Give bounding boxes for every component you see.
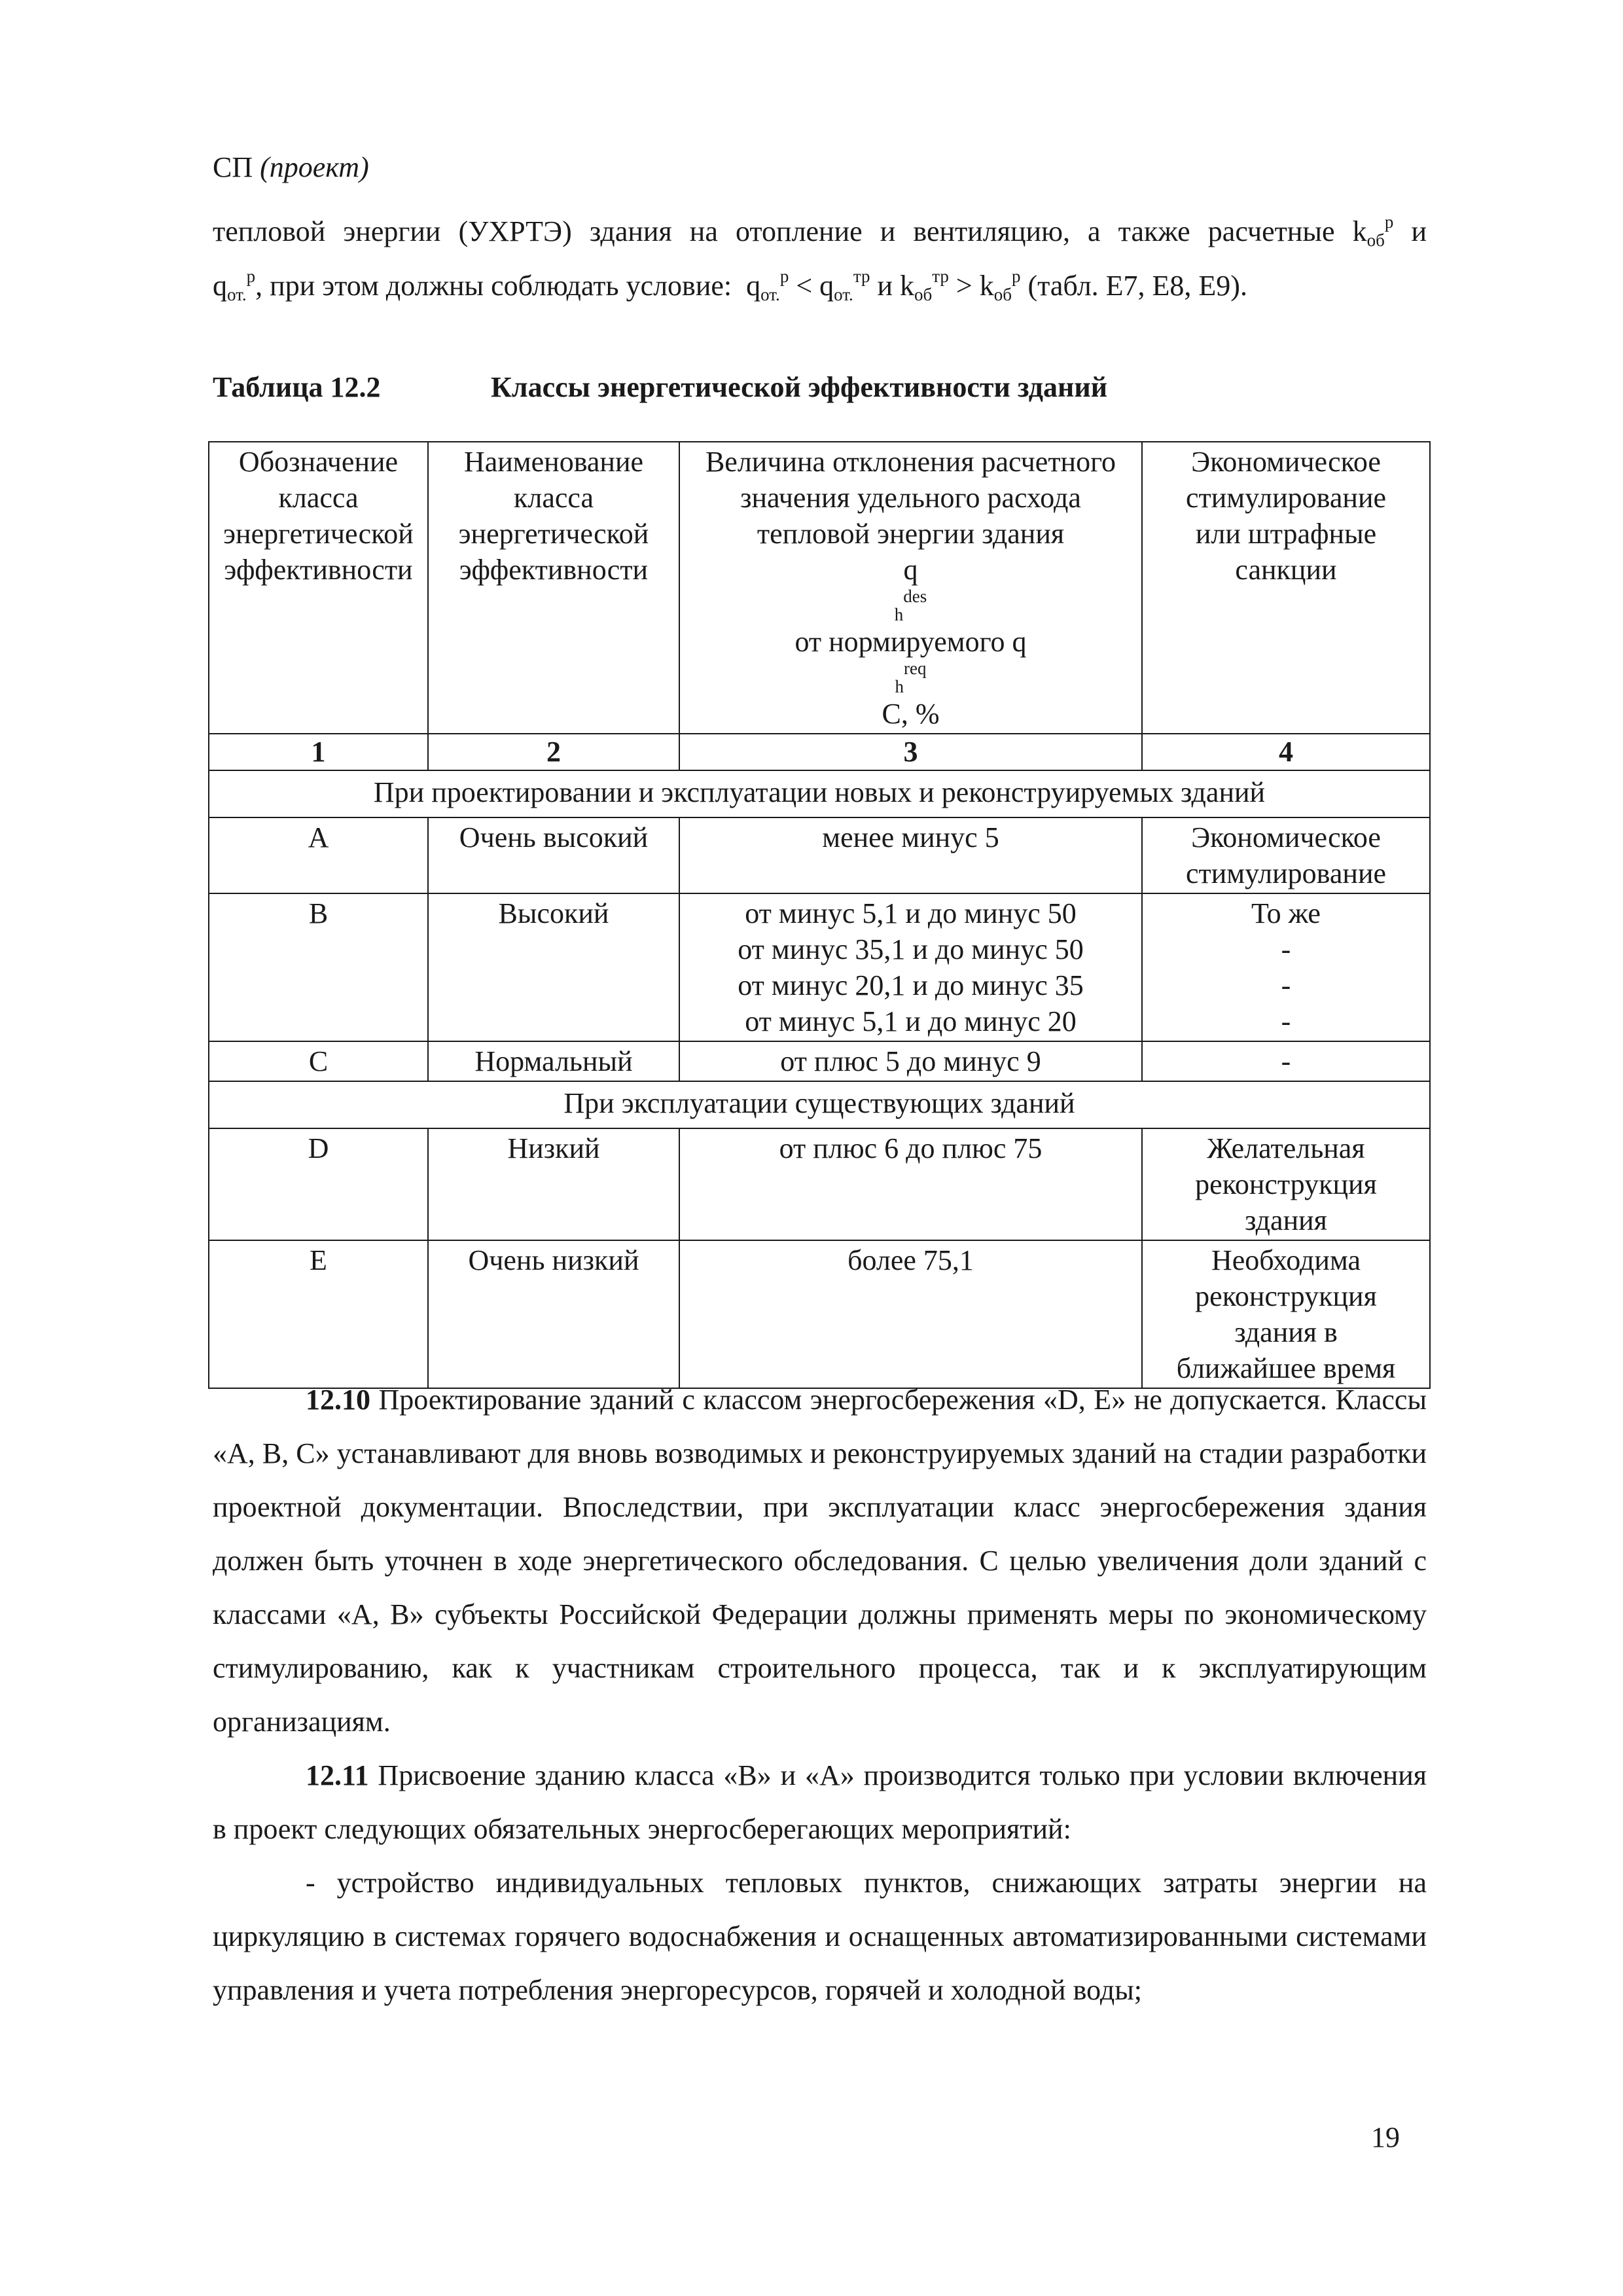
name-cell: Очень высокий — [428, 817, 679, 893]
header-col-measures: Экономическое стимулирование или штрафные санкции — [1142, 442, 1430, 734]
section-row-new-buildings — [209, 770, 1430, 817]
table-header-row — [209, 442, 1430, 734]
class-cell: A — [209, 817, 428, 893]
document-header — [213, 151, 369, 184]
class-cell: D — [209, 1128, 428, 1240]
table-row-class-e — [209, 1240, 1430, 1388]
header-label: СП — [213, 151, 253, 183]
paragraph-12-10 — [213, 1373, 1427, 1749]
class-cell: B — [209, 893, 428, 1041]
table-title: Классы энергетической эффективности зданий — [491, 371, 1108, 403]
table-row-class-a — [209, 817, 1430, 893]
name-cell: Низкий — [428, 1128, 679, 1240]
table-row-class-d — [209, 1128, 1430, 1240]
value-cell: более 75,1 — [679, 1240, 1142, 1388]
column-number: 2 — [428, 734, 679, 770]
section-heading: При проектировании и эксплуатации новых и реконструируемых зданий — [209, 770, 1430, 817]
energy-class-table — [208, 441, 1431, 1389]
header-note: (проект) — [260, 151, 369, 183]
section-row-existing-buildings — [209, 1081, 1430, 1128]
page-number: 19 — [1371, 2121, 1400, 2153]
table-number: Таблица 12.2 — [213, 371, 381, 403]
measure-cell: - — [1142, 1041, 1430, 1081]
table-row-class-c — [209, 1041, 1430, 1081]
header-col-class: Обозначение класса энергетической эффективности — [209, 442, 428, 734]
measure-cell: То же - - - — [1142, 893, 1430, 1041]
value-cell: от плюс 6 до плюс 75 — [679, 1128, 1142, 1240]
name-cell: Нормальный — [428, 1041, 679, 1081]
measure-cell: Желательная реконструкция здания — [1142, 1128, 1430, 1240]
column-number: 4 — [1142, 734, 1430, 770]
header-col-deviation: Величина отклонения расчетного значения удельного расхода тепловой энергии здания q $_h^{des}$ от нормируемого q $_h^{req}$ С, % — [679, 442, 1142, 734]
class-cell: E — [209, 1240, 428, 1388]
value-cell: менее минус 5 — [679, 817, 1142, 893]
list-item-text: - устройство индивидуальных тепловых пунктов, снижающих затраты энергии на циркуляцию в системах горячего водоснабжения и оснащенных автоматизированными системами управления и учета потребления энергоресурсов, горячей и холодной воды; — [213, 1867, 1427, 2006]
table-row-class-b — [209, 893, 1430, 1041]
class-cell: C — [209, 1041, 428, 1081]
intro-line-1: тепловой энергии (УХРТЭ) здания на отопление и вентиляцию, а также расчетные $k_{об}^р$ и — [213, 212, 1427, 250]
intro-line-2: $q_{от.}^р$, при этом должны соблюдать условие: $q_{от.}^р < q_{от.}^{тр}$ и $k_{об}^{тр} > k_{об}^р$ (табл. Е7, Е8, Е9). — [213, 266, 1247, 304]
name-cell: Высокий — [428, 893, 679, 1041]
column-number-row — [209, 734, 1430, 770]
name-cell: Очень низкий — [428, 1240, 679, 1388]
paragraph-number: 12.11 — [306, 1759, 369, 1791]
table-caption — [213, 370, 1107, 404]
column-number: 3 — [679, 734, 1142, 770]
measure-cell: Необходима реконструкция здания в ближайшее время — [1142, 1240, 1430, 1388]
list-item — [213, 1856, 1427, 2017]
paragraph-text: Присвоение зданию класса «B» и «A» производится только при условии включения в проект следующих обязательных энергосберегающих мероприятий: — [213, 1759, 1427, 1845]
section-heading: При эксплуатации существующих зданий — [209, 1081, 1430, 1128]
paragraph-12-11 — [213, 1749, 1427, 1856]
value-cell: от минус 5,1 и до минус 50 от минус 35,1 и до минус 50 от минус 20,1 и до минус 35 от минус 5,1 и до минус 20 — [679, 893, 1142, 1041]
column-number: 1 — [209, 734, 428, 770]
paragraph-text: Проектирование зданий с классом энергосбережения «D, E» не допускается. Классы «A, B, C» устанавливают для вновь возводимых и реконструируемых зданий на стадии разработки проектной документации. Впоследствии, при эксплуатации класс энергосбережения здания должен быть уточнен в ходе энергетического обследования. С целью увеличения доли зданий с классами «A, B» субъекты Российской Федерации должны применять меры по экономическому стимулированию, как к участникам строительного процесса, так и к эксплуатирующим организациям. — [213, 1384, 1427, 1738]
paragraph-number: 12.10 — [306, 1384, 370, 1416]
header-col-name: Наименование класса энергетической эффективности — [428, 442, 679, 734]
measure-cell: Экономическое стимулирование — [1142, 817, 1430, 893]
value-cell: от плюс 5 до минус 9 — [679, 1041, 1142, 1081]
